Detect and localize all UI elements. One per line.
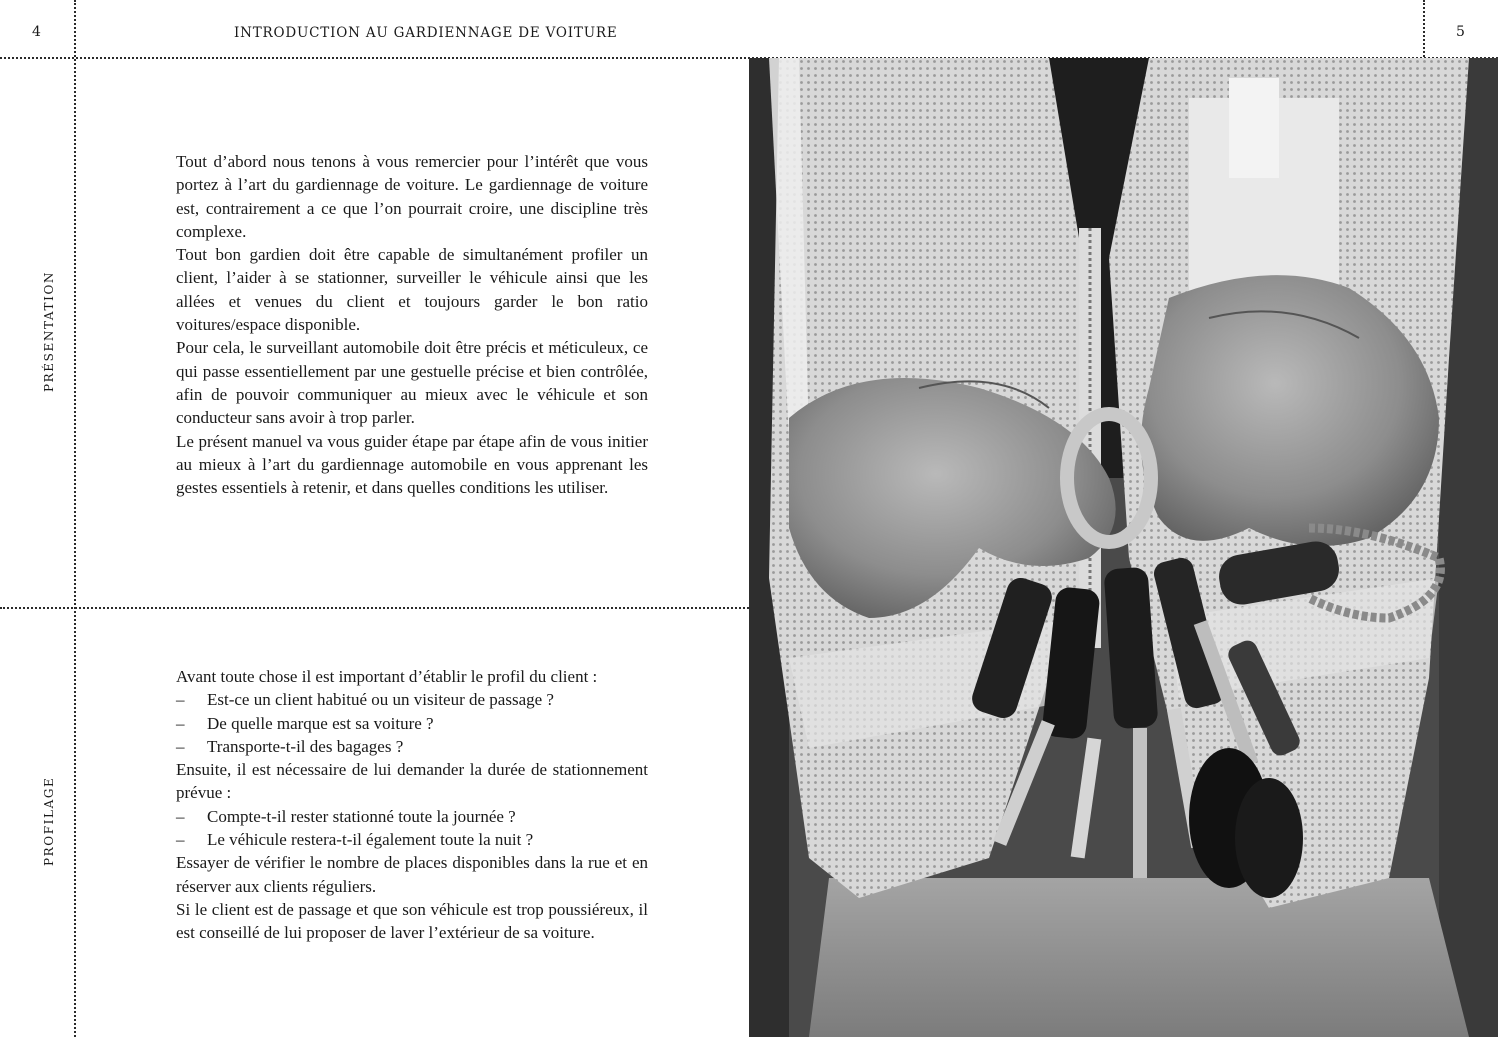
section-rule [0,607,749,609]
list-item [176,805,648,828]
dash: – [176,830,185,850]
dash: – [176,806,185,826]
paragraph: Si le client est de passage et que son véhicule est trop poussiéreux, il est conseillé de lui proposer de laver l’extérieur de sa voiture. [176,899,648,943]
photo-keys-hands [749,58,1498,1037]
list-item-text: De quelle marque est sa voiture ? [207,713,434,733]
section-label-profilage: PROFILAGE [42,776,56,866]
page-number-left: 4 [32,24,42,40]
list-item [176,712,648,735]
paragraph: Tout d’abord nous tenons à vous remercier pour l’intérêt que vous portez à l’art du gardiennage de voiture. Le gardiennage de voiture est, contrairement a ce que l’on pourrait croire, une discipline très complexe. [176,152,648,241]
list-item-text: Le véhicule restera-t-il également toute la nuit ? [207,830,534,850]
dash: – [176,690,185,710]
paragraph: Ensuite, il est nécessaire de lui demander la durée de stationnement prévue : [176,760,648,803]
page-number-right: 5 [1456,24,1466,40]
paragraph: Avant toute chose il est important d’établir le profil du client : [176,667,598,686]
paragraph: Tout bon gardien doit être capable de simultanément profiler un client, l’aider à se stationner, surveiller le véhicule ainsi que les allées et venues du client et toujours garder le bon ratio voitures/espace disponible. [176,245,648,335]
list-item-text: Compte-t-il rester stationné toute la journée ? [207,806,516,826]
dash: – [176,736,185,756]
section-label-presentation: PRÉSENTATION [42,271,56,392]
list-item [176,735,648,758]
paragraph: Pour cela, le surveillant automobile doit être précis et méticuleux, ce qui passe essentiellement par une gestuelle précise et bien contrôlée, afin de pouvoir communiquer au mieux avec le véhicule et son conducteur sans avoir à trop parler. [176,338,648,428]
dash: – [176,713,185,733]
header-divider-right [1423,0,1425,57]
running-head: INTRODUCTION AU GARDIENNAGE DE VOITURE [234,25,618,41]
list-item [176,828,648,851]
list-item [176,688,648,711]
presentation-text [176,150,648,499]
profilage-text [176,665,648,945]
photo-illustration [749,58,1498,1037]
list-item-text: Transporte-t-il des bagages ? [207,736,404,756]
paragraph: Essayer de vérifier le nombre de places disponibles dans la rue et en réserver aux clients réguliers. [176,853,648,896]
list-item-text: Est-ce un client habitué ou un visiteur de passage ? [207,690,554,710]
margin-rule [74,0,76,1037]
paragraph: Le présent manuel va vous guider étape par étape afin de vous initier au mieux à l’art du gardiennage automobile en vous apprenant les gestes essentiels à retenir, et dans quelles conditions les utiliser. [176,431,648,498]
